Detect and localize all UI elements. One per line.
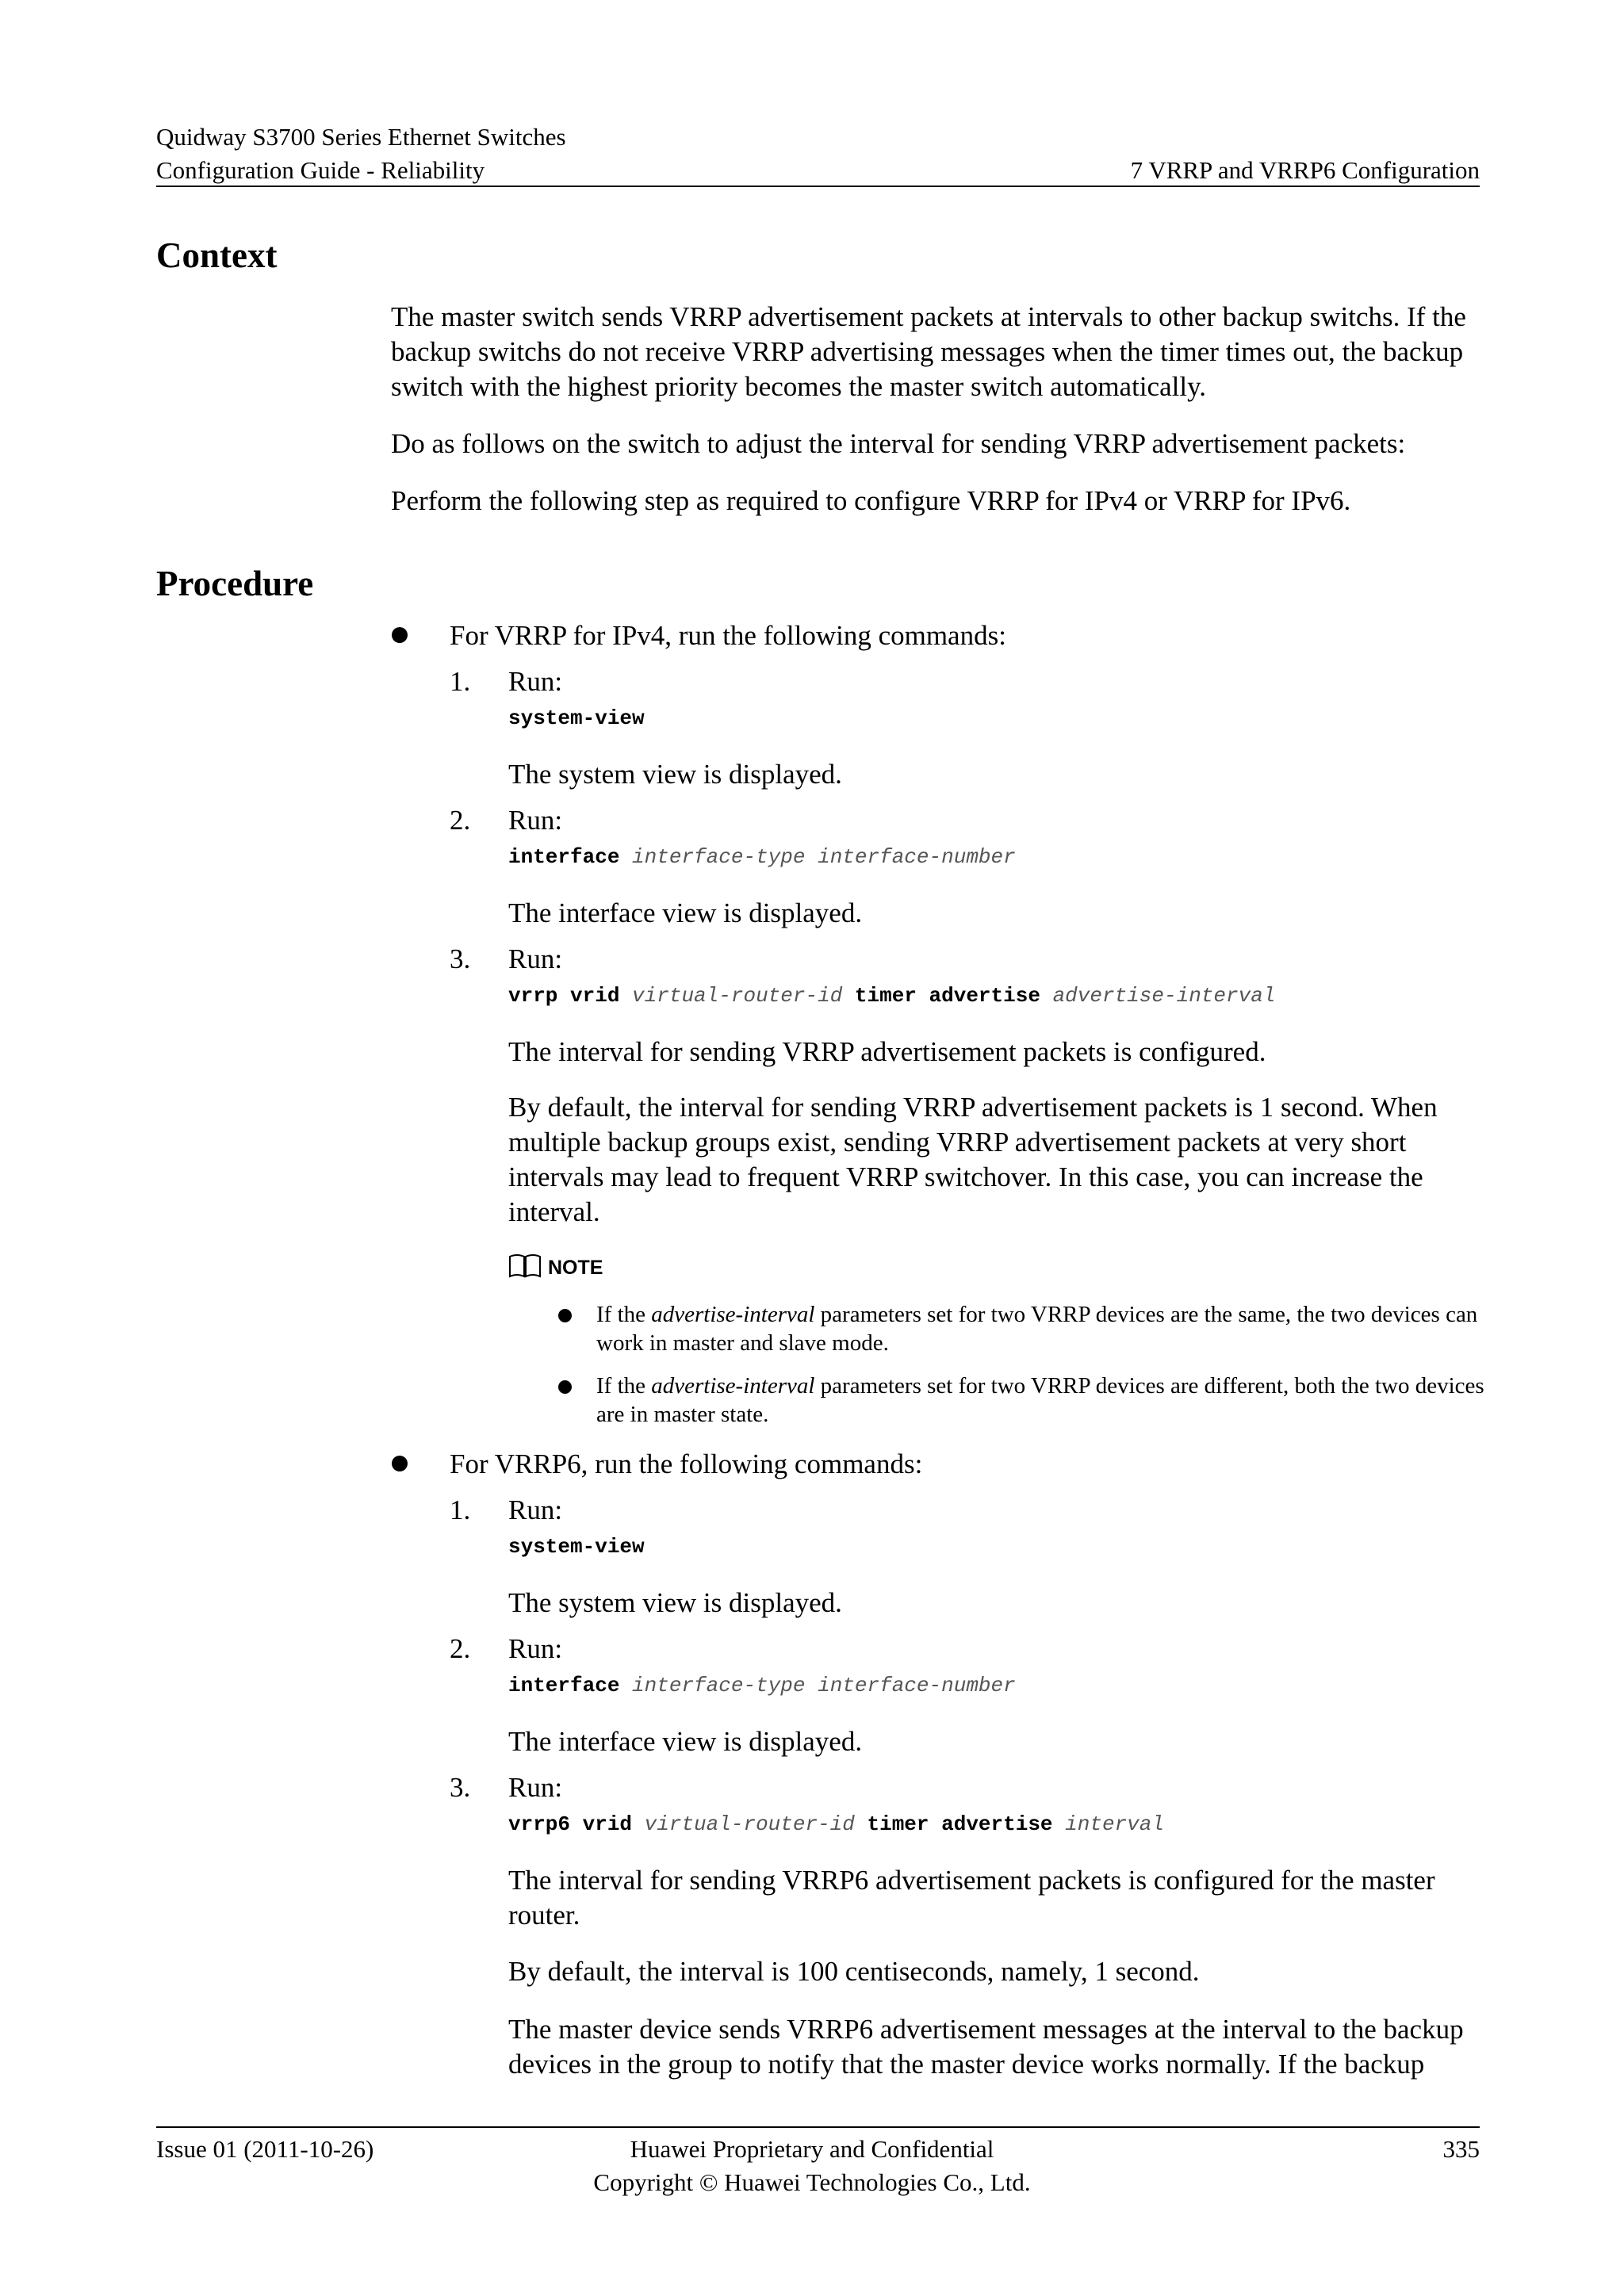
footer-proprietary: Huawei Proprietary and Confidential (630, 2135, 994, 2163)
bullet-icon (392, 627, 408, 643)
context-para-1: The master switch sends VRRP advertisement packets at intervals to other backup switchs. If the backup switchs do not receive VRRP advertising messages when the timer times out, the backup switch with the highest priority becomes the master switch automatically. (391, 301, 1466, 402)
context-heading: Context (156, 235, 278, 275)
step-run-label: Run: (508, 1494, 563, 1525)
header-guide: Configuration Guide - Reliability (156, 156, 485, 184)
note-item-2: If the advertise-interval parameters set for two VRRP devices are different, both the two devices are in master state. (596, 1373, 1484, 1427)
ipv4-intro: For VRRP for IPv4, run the following commands: (450, 620, 1006, 651)
footer-issue: Issue 01 (2011-10-26) (156, 2135, 374, 2163)
note-header (508, 1253, 603, 1284)
step-description: The system view is displayed. (508, 759, 842, 790)
command-interface: interface interface-type interface-number (508, 1674, 1016, 1697)
step-description: The interface view is displayed. (508, 1726, 863, 1757)
step-number: 3. (450, 1772, 471, 1803)
bullet-icon (558, 1380, 572, 1394)
context-para-2: Do as follows on the switch to adjust the interval for sending VRRP advertisement packets: (391, 428, 1406, 459)
step-default-note: By default, the interval is 100 centiseconds, namely, 1 second. (508, 1956, 1200, 1987)
book-icon (508, 1253, 542, 1284)
context-para-3: Perform the following step as required to configure VRRP for IPv4 or VRRP for IPv6. (391, 485, 1351, 516)
step-description: The interval for sending VRRP advertisement packets is configured. (508, 1036, 1266, 1067)
command-vrrp-timer: vrrp vrid virtual-router-id timer advertise advertise-interval (508, 984, 1276, 1008)
note-title: NOTE (548, 1257, 603, 1279)
step-number: 1. (450, 1494, 471, 1525)
step-number: 2. (450, 805, 471, 836)
footer-rule (156, 2126, 1480, 2128)
command-interface: interface interface-type interface-number (508, 845, 1016, 869)
step-run-label: Run: (508, 805, 563, 836)
step-run-label: Run: (508, 666, 563, 697)
step-description: The system view is displayed. (508, 1587, 842, 1618)
procedure-heading: Procedure (156, 564, 314, 603)
note-item-1: If the advertise-interval parameters set for two VRRP devices are the same, the two devices can work in master and slave mode. (596, 1302, 1478, 1356)
step-number: 2. (450, 1633, 471, 1664)
page-number: 335 (1442, 2135, 1480, 2163)
vrrp6-intro: For VRRP6, run the following commands: (450, 1448, 923, 1479)
bullet-icon (558, 1309, 572, 1322)
header-rule (156, 186, 1480, 187)
step-run-label: Run: (508, 1633, 563, 1664)
command-system-view: system-view (508, 1535, 645, 1559)
bullet-icon (392, 1456, 408, 1471)
step-default-note: By default, the interval for sending VRRP advertisement packets is 1 second. When multiple backup groups exist, sending VRRP advertisement packets at very short intervals may lead to frequent VRRP switchover. In this case, you can increase the interval. (508, 1092, 1438, 1227)
step-number: 3. (450, 943, 471, 974)
footer-copyright: Copyright © Huawei Technologies Co., Ltd. (593, 2168, 1031, 2196)
command-system-view: system-view (508, 706, 645, 730)
step-run-label: Run: (508, 1772, 563, 1803)
step-number: 1. (450, 666, 471, 697)
step-run-label: Run: (508, 943, 563, 974)
header-chapter: 7 VRRP and VRRP6 Configuration (1130, 156, 1480, 184)
command-vrrp6-timer: vrrp6 vrid virtual-router-id timer advertise interval (508, 1812, 1164, 1836)
step-additional-text: The master device sends VRRP6 advertisement messages at the interval to the backup devices in the group to notify that the master device works normally. If the backup (508, 2014, 1464, 2080)
header-product: Quidway S3700 Series Ethernet Switches (156, 123, 566, 151)
step-description: The interface view is displayed. (508, 897, 863, 928)
step-description: The interval for sending VRRP6 advertisement packets is configured for the master router. (508, 1865, 1435, 1931)
